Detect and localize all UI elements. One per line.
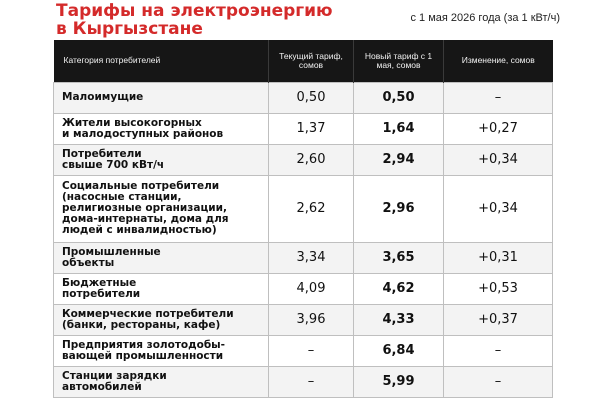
category-cell	[54, 273, 269, 304]
change-cell: –	[444, 366, 553, 397]
current-tariff-cell: –	[269, 366, 354, 397]
title-line-1: Тарифы на электроэнергию	[56, 1, 333, 21]
category-cell	[54, 82, 269, 113]
table-row	[54, 242, 553, 273]
new-tariff-cell: 3,65	[354, 242, 444, 273]
change-cell: +0,37	[444, 304, 553, 335]
change-cell: +0,31	[444, 242, 553, 273]
new-tariff-cell: 0,50	[354, 82, 444, 113]
category-label: Социальные потребители (насосные станции, религиозные организации, дома-интернаты, дома для людей с инвалидностью)	[62, 180, 229, 237]
current-tariff-cell: 2,60	[269, 144, 354, 175]
change-cell: +0,53	[444, 273, 553, 304]
header-change: Изменение, сомов	[444, 40, 553, 82]
change-cell: +0,34	[444, 175, 553, 242]
header-category: Категория потребителей	[63, 55, 161, 66]
change-cell: –	[444, 82, 553, 113]
current-tariff-cell: 1,37	[269, 113, 354, 144]
category-label: Жители высокогорных и малодоступных районов	[62, 116, 224, 140]
table-header	[54, 40, 553, 82]
category-label: Промышленные объекты	[62, 245, 161, 269]
category-cell	[54, 175, 269, 242]
subtitle-effective-date: с 1 мая 2026 года (за 1 кВт/ч)	[410, 12, 560, 24]
tariff-table	[53, 40, 553, 398]
new-tariff-cell: 2,96	[354, 175, 444, 242]
table-body	[54, 82, 553, 398]
new-tariff-cell: 4,62	[354, 273, 444, 304]
table-row	[54, 175, 553, 242]
category-label: Коммерческие потребители (банки, рестораны, кафе)	[62, 307, 234, 331]
table-row	[54, 304, 553, 335]
current-tariff-cell: 3,34	[269, 242, 354, 273]
category-label: Потребители свыше 700 кВт/ч	[62, 147, 165, 171]
new-tariff-cell: 6,84	[354, 335, 444, 366]
title-line-2: в Кыргызстане	[56, 19, 203, 39]
new-tariff-cell: 1,64	[354, 113, 444, 144]
category-cell	[54, 242, 269, 273]
header-new-tariff: Новый тариф с 1 мая, сомов	[354, 40, 444, 82]
table-row	[54, 144, 553, 175]
table-row	[54, 366, 553, 397]
current-tariff-cell: 0,50	[269, 82, 354, 113]
page-title	[56, 2, 333, 38]
current-tariff-cell: –	[269, 335, 354, 366]
category-cell	[54, 335, 269, 366]
current-tariff-cell: 3,96	[269, 304, 354, 335]
category-cell	[54, 113, 269, 144]
table-row	[54, 335, 553, 366]
category-label: Станции зарядки автомобилей	[62, 369, 167, 393]
header-row	[54, 40, 553, 82]
category-label: Предприятия золотодобы- вающей промышленности	[62, 338, 226, 362]
new-tariff-cell: 5,99	[354, 366, 444, 397]
change-cell: +0,27	[444, 113, 553, 144]
change-cell: +0,34	[444, 144, 553, 175]
category-label: Бюджетные потребители	[62, 276, 141, 300]
header-current-tariff: Текущий тариф, сомов	[269, 40, 354, 82]
category-cell	[54, 144, 269, 175]
table-row	[54, 113, 553, 144]
new-tariff-cell: 2,94	[354, 144, 444, 175]
category-cell	[54, 366, 269, 397]
current-tariff-cell: 2,62	[269, 175, 354, 242]
new-tariff-cell: 4,33	[354, 304, 444, 335]
category-cell	[54, 304, 269, 335]
category-label: Малоимущие	[62, 91, 144, 104]
table-row	[54, 82, 553, 113]
table-row	[54, 273, 553, 304]
current-tariff-cell: 4,09	[269, 273, 354, 304]
change-cell: –	[444, 335, 553, 366]
